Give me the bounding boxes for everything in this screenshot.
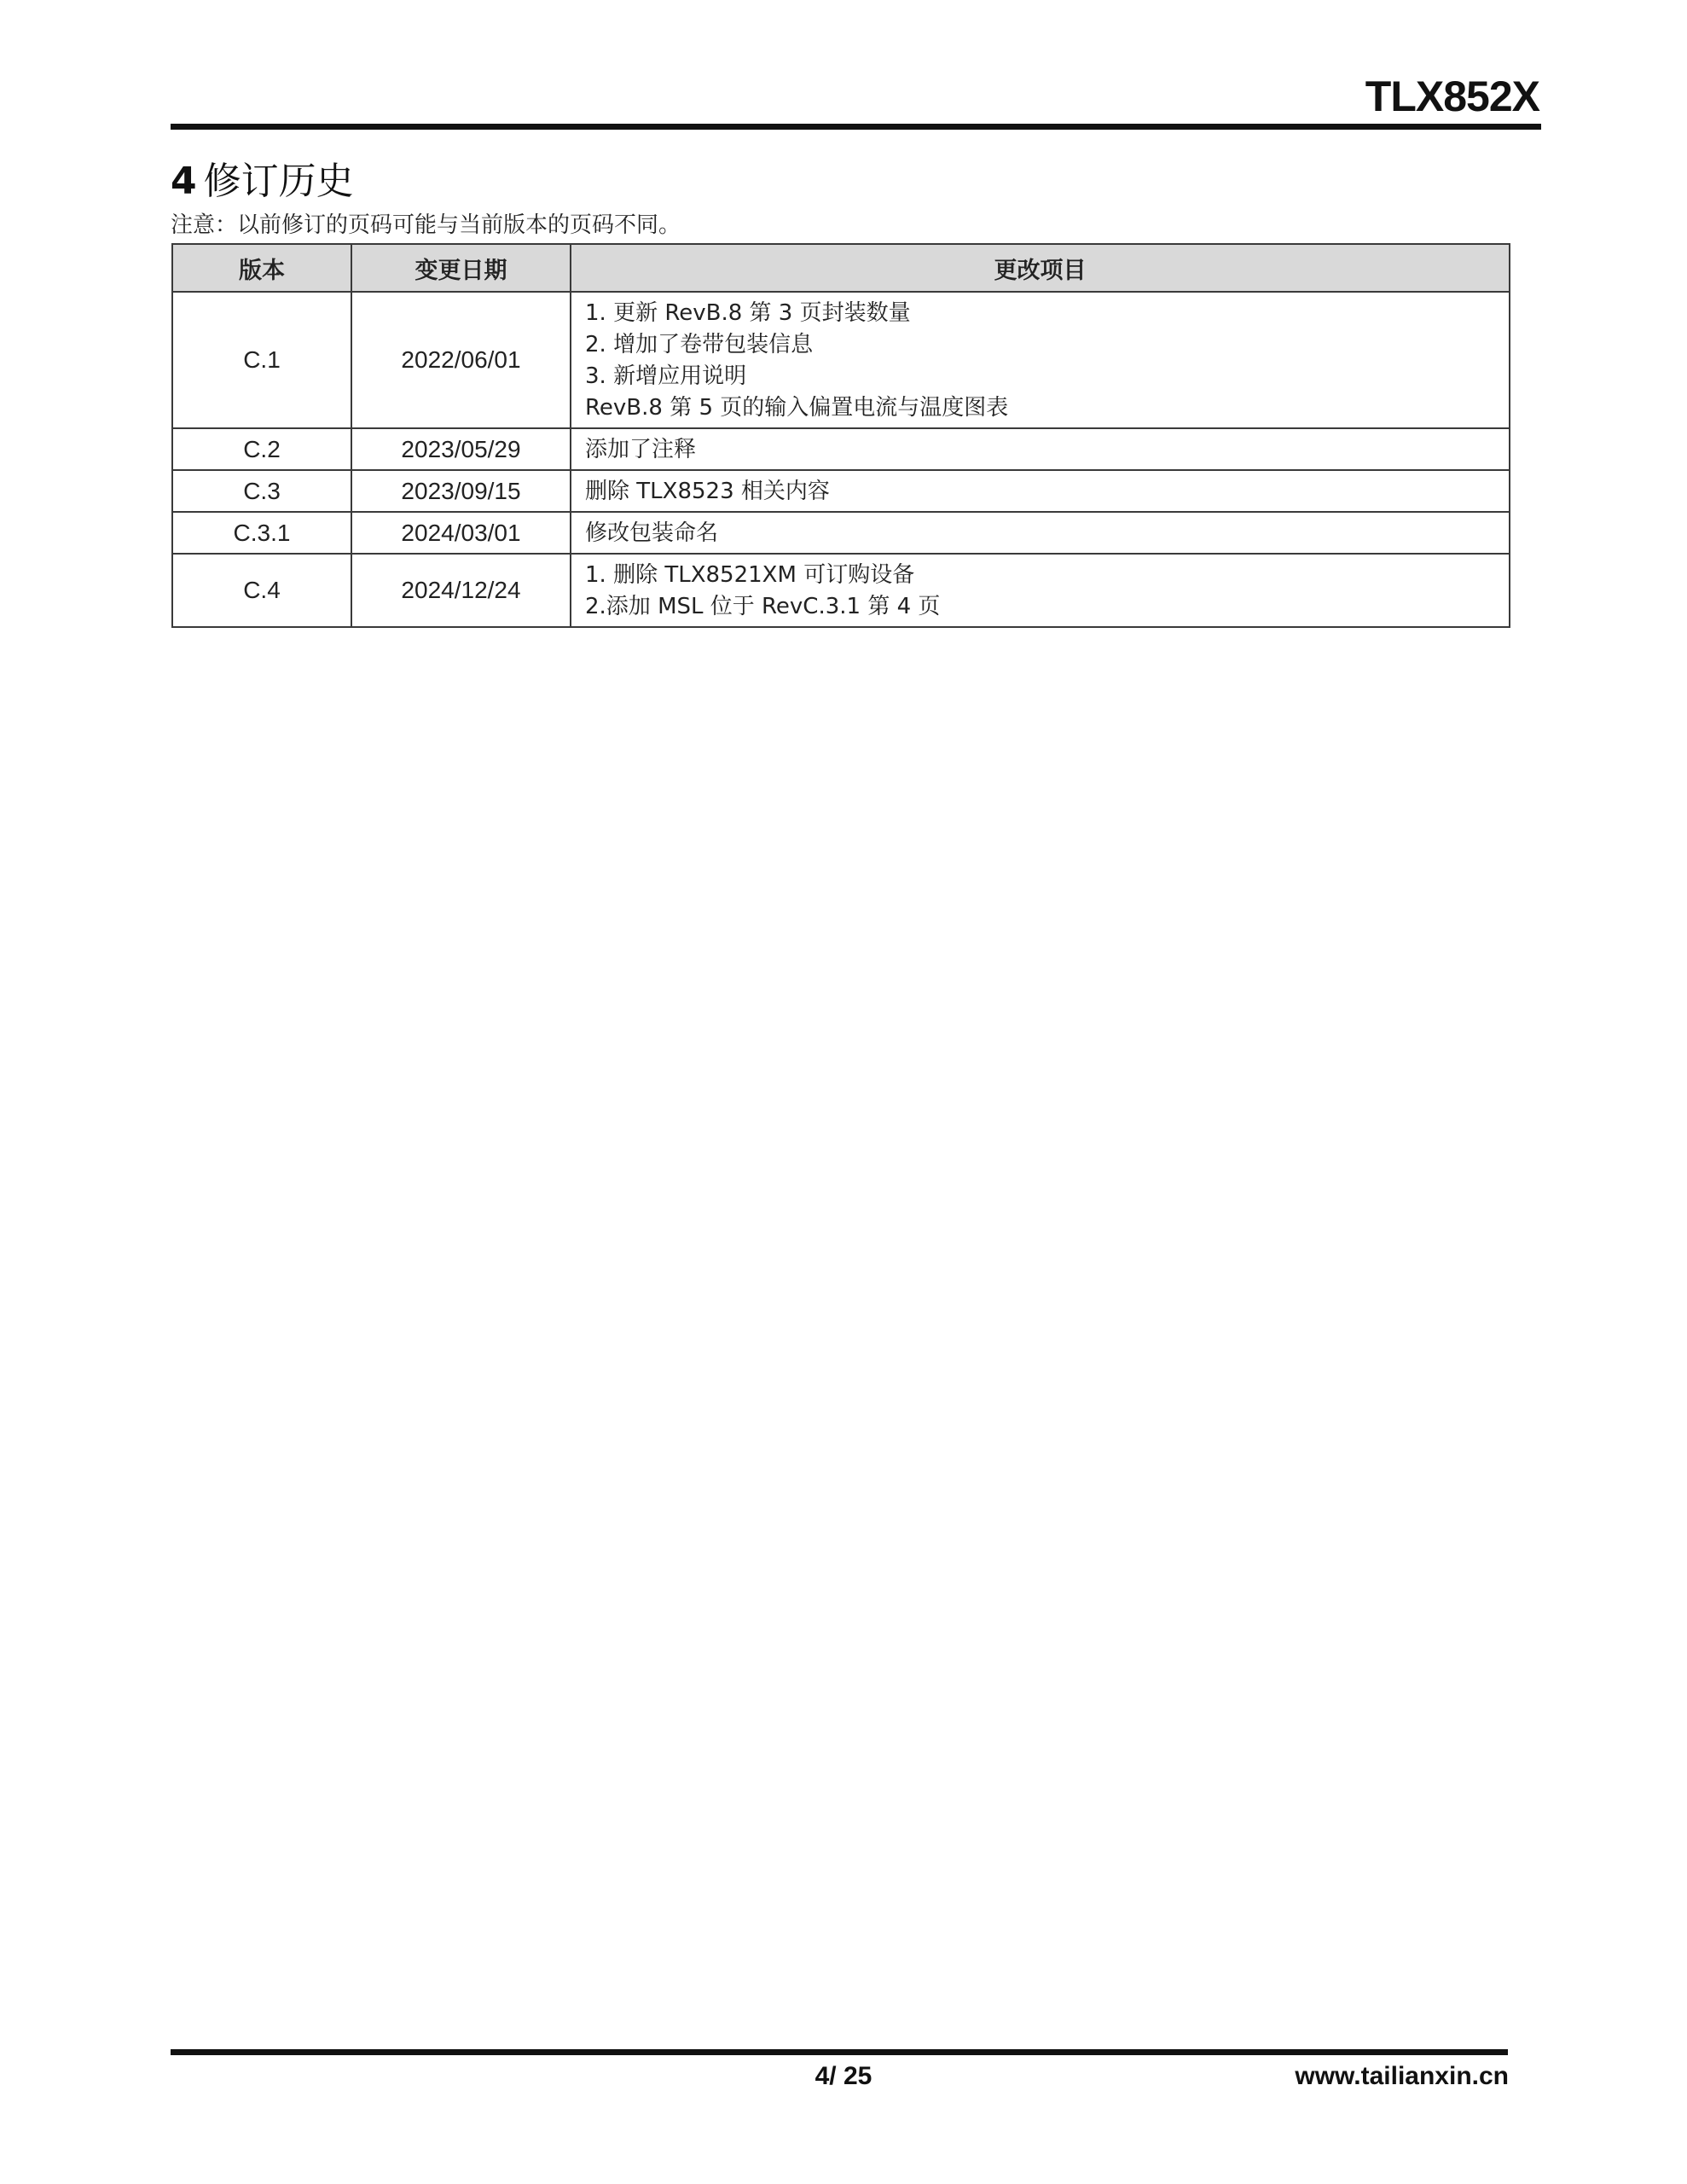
version-cell: C.3.1	[172, 512, 351, 554]
version-cell: C.3	[172, 470, 351, 512]
version-cell: C.4	[172, 554, 351, 627]
column-header-version: 版本	[172, 244, 351, 292]
revision-note: 注意：以前修订的页码可能与当前版本的页码不同。	[171, 212, 681, 238]
page-number: 4/ 25	[815, 2062, 872, 2090]
table-row	[172, 554, 1510, 627]
date-cell: 2024/12/24	[351, 554, 571, 627]
changes-cell	[571, 554, 1510, 627]
column-header-date: 变更日期	[351, 244, 571, 292]
change-item: 修改包装命名	[585, 520, 719, 546]
section-title	[171, 160, 354, 204]
footer-rule	[171, 2049, 1508, 2055]
header-rule	[171, 124, 1541, 130]
column-header-changes: 更改项目	[571, 244, 1510, 292]
date-cell: 2023/05/29	[351, 428, 571, 470]
change-item: 1. 更新 RevB.8 第 3 页封装数量	[585, 300, 911, 326]
change-item: 2.添加 MSL 位于 RevC.3.1 第 4 页	[585, 594, 941, 619]
change-item: RevB.8 第 5 页的输入偏置电流与温度图表	[585, 395, 1009, 421]
section-heading: 修订历史	[203, 160, 354, 203]
changes-cell	[571, 470, 1510, 512]
table-row	[172, 428, 1510, 470]
revision-history-table	[171, 243, 1510, 628]
date-cell: 2023/09/15	[351, 470, 571, 512]
changes-cell	[571, 428, 1510, 470]
table-row	[172, 292, 1510, 428]
changes-cell	[571, 292, 1510, 428]
date-cell: 2024/03/01	[351, 512, 571, 554]
change-item: 1. 删除 TLX8521XM 可订购设备	[585, 562, 915, 588]
date-cell: 2022/06/01	[351, 292, 571, 428]
website-link[interactable]: www.tailianxin.cn	[1295, 2062, 1509, 2090]
change-item: 删除 TLX8523 相关内容	[585, 479, 830, 504]
change-item: 2. 增加了卷带包装信息	[585, 332, 814, 357]
change-item: 3. 新增应用说明	[585, 363, 747, 389]
section-number: 4	[171, 160, 197, 203]
version-cell: C.1	[172, 292, 351, 428]
version-cell: C.2	[172, 428, 351, 470]
table-header-row	[172, 244, 1510, 292]
table-row	[172, 512, 1510, 554]
table-row	[172, 470, 1510, 512]
changes-cell	[571, 512, 1510, 554]
part-number: TLX852X	[1365, 73, 1539, 120]
change-item: 添加了注释	[585, 437, 697, 462]
